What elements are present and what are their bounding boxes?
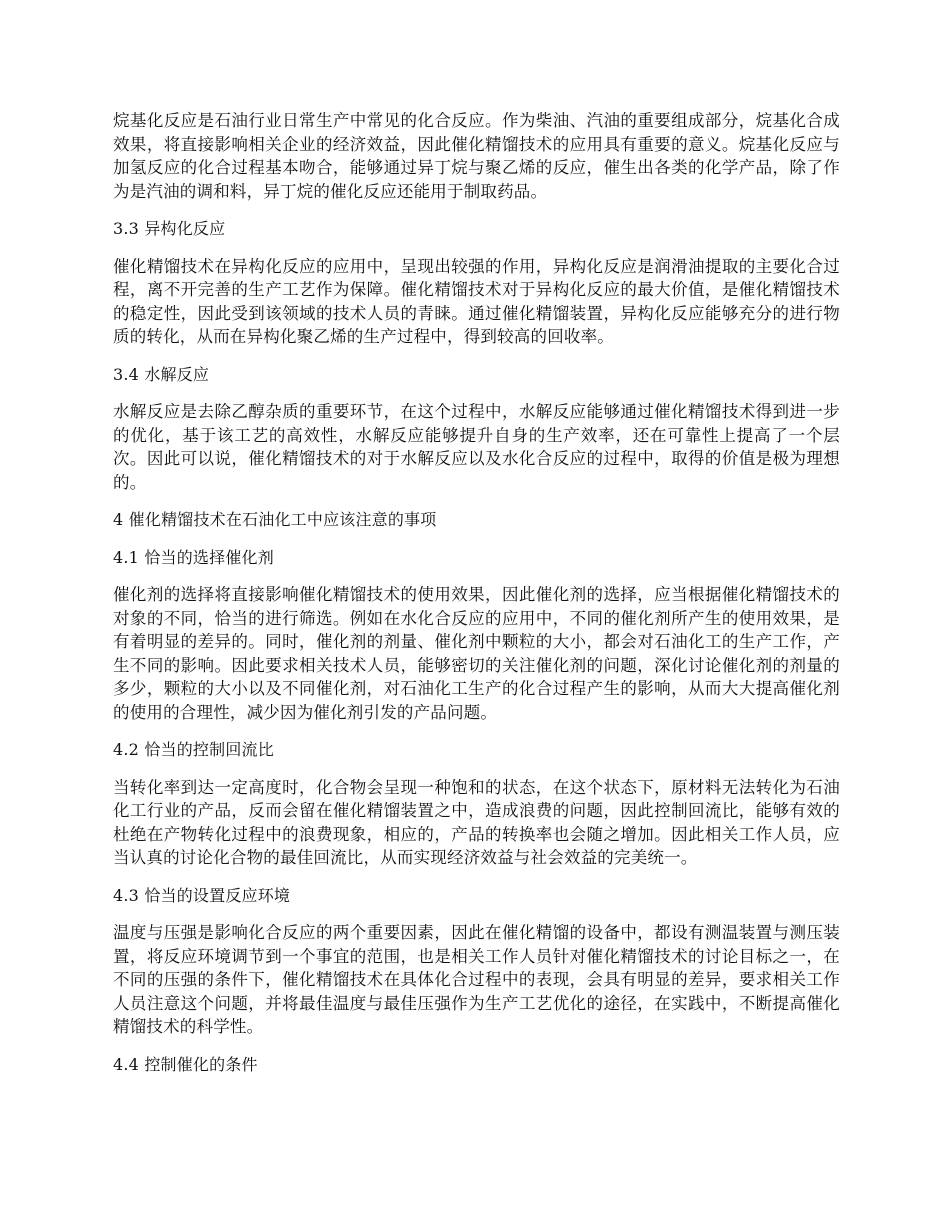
paragraph-hydrolysis: 水解反应是去除乙醇杂质的重要环节，在这个过程中，水解反应能够通过催化精馏技术得到进一步的优化，基于该工艺的高效性，水解反应能够提升自身的生产效率，还在可靠性上提高了一个层次。因此可以说，催化精馏技术的对于水解反应以及水化合反应的过程中，取得的价值是极为理想的。 (113, 402, 840, 492)
paragraph-reflux-ratio: 当转化率到达一定高度时，化合物会呈现一种饱和的状态，在这个状态下，原材料无法转化为石油化工行业的产品，反而会留在催化精馏装置之中，造成浪费的问题，因此控制回流比，能够有效的杜绝在产物转化过程中的浪费现象，相应的，产品的转换率也会随之增加。因此相关工作人员，应当认真的讨论化合物的最佳回流比，从而实现经济效益与社会效益的完美统一。 (113, 777, 840, 867)
paragraph-alkylation: 烷基化反应是石油行业日常生产中常见的化合反应。作为柴油、汽油的重要组成部分，烷基化合成效果，将直接影响相关企业的经济效益，因此催化精馏技术的应用具有重要的意义。烷基化反应与加氢反应的化合过程基本吻合，能够通过异丁烷与聚乙烯的反应，催生出各类的化学产品，除了作为是汽油的调和料，异丁烷的催化反应还能用于制取药品。 (113, 111, 840, 201)
heading-3-3-isomerization: 3.3 异构化反应 (113, 219, 226, 238)
paragraph-environment: 温度与压强是影响化合反应的两个重要因素，因此在催化精馏的设备中，都设有测温装置与测压装置，将反应环境调节到一个事宜的范围，也是相关工作人员针对催化精馏技术的讨论目标之一，在不同的压强的条件下，催化精馏技术在具体化合过程中的表现，会具有明显的差异，要求相关工作人员注意这个问题，并将最佳温度与最佳压强作为生产工艺优化的途径，在实践中，不断提高催化精馏技术的科学性。 (113, 923, 840, 1036)
paragraph-isomerization: 催化精馏技术在异构化反应的应用中，呈现出较强的作用，异构化反应是润滑油提取的主要化合过程，离不开完善的生产工艺作为保障。催化精馏技术对于异构化反应的最大价值，是催化精馏技术的稳定性，因此受到该领域的技术人员的青睐。通过催化精馏装置，异构化反应能够充分的进行物质的转化，从而在异构化聚乙烯的生产过程中，得到较高的回收率。 (113, 256, 840, 346)
heading-4-2-reflux-ratio: 4.2 恰当的控制回流比 (113, 740, 274, 759)
heading-4-1-catalyst: 4.1 恰当的选择催化剂 (113, 547, 274, 567)
paragraph-catalyst: 催化剂的选择将直接影响催化精馏技术的使用效果，因此催化剂的选择，应当根据催化精馏技术的对象的不同，恰当的进行筛选。例如在水化合反应的应用中，不同的催化剂所产生的使用效果，是有着明显的差异的。同时，催化剂的剂量、催化剂中颗粒的大小，都会对石油化工的生产工作，产生不同的影响。因此要求相关技术人员，能够密切的关注催化剂的问题，深化讨论催化剂的剂量的多少，颗粒的大小以及不同催化剂，对石油化工生产的化合过程产生的影响，从而大大提高催化剂的使用的合理性，减少因为催化剂引发的产品问题。 (113, 585, 840, 722)
heading-4-3-environment: 4.3 恰当的设置反应环境 (113, 885, 291, 905)
heading-4-precautions: 4 催化精馏技术在石油化工中应该注意的事项 (113, 510, 437, 529)
document-body (113, 109, 840, 1090)
heading-4-4-conditions: 4.4 控制催化的条件 (113, 1054, 258, 1074)
heading-3-4-hydrolysis: 3.4 水解反应 (113, 364, 210, 384)
